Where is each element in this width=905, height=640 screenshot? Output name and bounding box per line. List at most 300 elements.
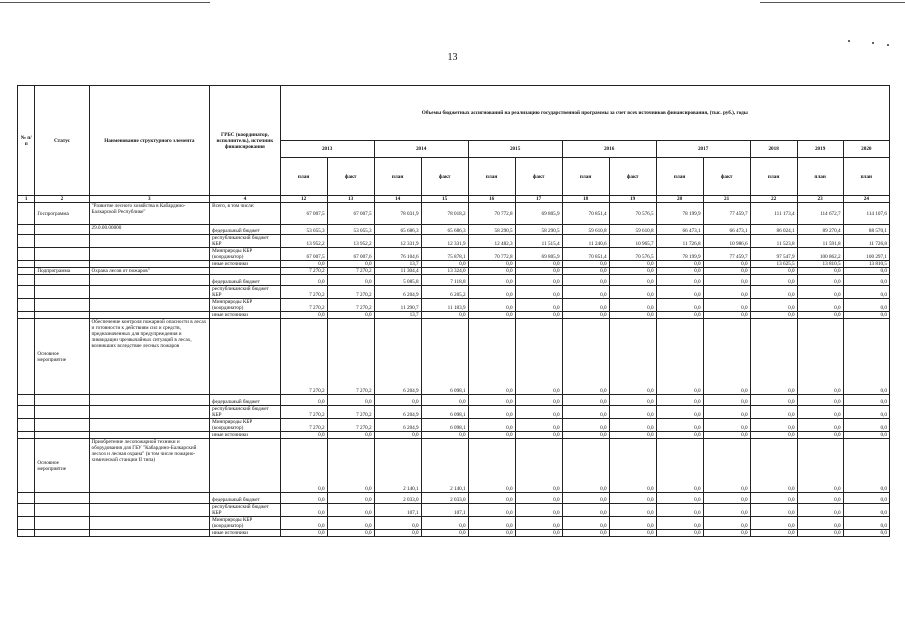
table-row bbox=[18, 319, 890, 395]
value-cell: 0,0 bbox=[609, 261, 656, 268]
value-cell: 0,0 bbox=[468, 395, 515, 406]
value-cell: 11 290,7 bbox=[374, 299, 421, 312]
value-cell: 7 270,2 bbox=[280, 286, 327, 299]
value-cell: 0,0 bbox=[562, 312, 609, 319]
value-cell: 0,0 bbox=[797, 275, 843, 286]
value-cell: 0,0 bbox=[515, 312, 562, 319]
value-cell: 0,0 bbox=[750, 493, 797, 504]
value-cell: 0,0 bbox=[609, 530, 656, 537]
row-number-cell bbox=[18, 406, 35, 419]
row-name-cell bbox=[89, 235, 210, 248]
value-cell: 0,0 bbox=[515, 504, 562, 517]
header-year: 2015 bbox=[468, 141, 562, 158]
table-row bbox=[18, 419, 890, 432]
row-name-cell bbox=[89, 286, 210, 299]
value-cell: 0,0 bbox=[421, 395, 468, 406]
value-cell: 65 686,3 bbox=[374, 225, 421, 235]
column-index: 19 bbox=[609, 196, 656, 203]
value-cell: 97 547,9 bbox=[750, 248, 797, 261]
value-cell: 2 140,1 bbox=[374, 439, 421, 493]
value-cell: 0,0 bbox=[797, 493, 843, 504]
column-index: 13 bbox=[327, 196, 374, 203]
row-name-cell bbox=[89, 406, 210, 419]
value-cell: 0,0 bbox=[515, 517, 562, 530]
value-cell: 6 204,9 bbox=[374, 419, 421, 432]
value-cell: 58 290,5 bbox=[468, 225, 515, 235]
value-cell: 0,0 bbox=[750, 517, 797, 530]
value-cell: 13,7 bbox=[374, 261, 421, 268]
value-cell: 0,0 bbox=[843, 268, 889, 275]
value-cell: 0,0 bbox=[609, 319, 656, 395]
value-cell: 0,0 bbox=[750, 275, 797, 286]
value-cell: 0,0 bbox=[280, 530, 327, 537]
value-cell: 0,0 bbox=[843, 493, 889, 504]
row-name-cell: 29.0.00.00000 bbox=[89, 225, 210, 235]
header-budget: Объемы бюджетных ассигнований на реализацию государственной программы за счет всех источников финансирования, (тыс. руб.), годы bbox=[280, 86, 889, 141]
value-cell: 0,0 bbox=[515, 419, 562, 432]
table-row bbox=[18, 493, 890, 504]
value-cell: 0,0 bbox=[750, 504, 797, 517]
value-cell: 0,0 bbox=[656, 517, 703, 530]
row-source-cell: Минприроды КБР (координатор) bbox=[210, 419, 281, 432]
value-cell: 0,0 bbox=[515, 493, 562, 504]
value-cell: 0,0 bbox=[703, 406, 750, 419]
row-name-cell bbox=[89, 517, 210, 530]
row-source-cell: республиканский бюджет КБР bbox=[210, 286, 281, 299]
value-cell: 0,0 bbox=[797, 395, 843, 406]
value-cell: 0,0 bbox=[515, 395, 562, 406]
row-name-cell: Приобретение лесопожарной техники и оборудования для ГБУ "Кабардино-Балкарский лесхоз и лесная охрана" (в том числе пожарно-химической станции II типа) bbox=[89, 439, 210, 493]
scan-edge-mark bbox=[760, 2, 905, 3]
value-cell: 89 270,4 bbox=[797, 225, 843, 235]
value-cell: 0,0 bbox=[797, 299, 843, 312]
value-cell: 0,0 bbox=[468, 261, 515, 268]
table-row bbox=[18, 517, 890, 530]
header-plan: план bbox=[750, 158, 797, 196]
value-cell: 7 270,2 bbox=[280, 406, 327, 419]
value-cell: 0,0 bbox=[280, 439, 327, 493]
row-source-cell: федеральный бюджет bbox=[210, 225, 281, 235]
value-cell: 0,0 bbox=[750, 319, 797, 395]
row-status-cell bbox=[35, 225, 89, 235]
header-plan: план bbox=[656, 158, 703, 196]
header-year: 2019 bbox=[797, 141, 843, 158]
row-status-cell bbox=[35, 286, 89, 299]
value-cell: 0,0 bbox=[327, 395, 374, 406]
row-source-cell bbox=[210, 439, 281, 493]
value-cell: 53 055,3 bbox=[327, 225, 374, 235]
value-cell: 114 107,6 bbox=[843, 203, 889, 225]
value-cell: 0,0 bbox=[703, 261, 750, 268]
value-cell: 0,0 bbox=[562, 517, 609, 530]
value-cell: 0,0 bbox=[327, 432, 374, 439]
value-cell: 0,0 bbox=[374, 530, 421, 537]
header-fact: факт bbox=[327, 158, 374, 196]
value-cell: 0,0 bbox=[750, 286, 797, 299]
value-cell: 0,0 bbox=[843, 299, 889, 312]
row-status-cell bbox=[35, 530, 89, 537]
value-cell: 6 205,2 bbox=[421, 286, 468, 299]
value-cell: 0,0 bbox=[609, 432, 656, 439]
value-cell: 12 331,9 bbox=[374, 235, 421, 248]
value-cell: 0,0 bbox=[468, 312, 515, 319]
scan-speck bbox=[872, 42, 874, 44]
row-number-cell bbox=[18, 261, 35, 268]
value-cell: 0,0 bbox=[797, 312, 843, 319]
header-plan: план bbox=[280, 158, 327, 196]
value-cell: 12 482,3 bbox=[468, 235, 515, 248]
value-cell: 0,0 bbox=[468, 504, 515, 517]
value-cell: 0,0 bbox=[843, 504, 889, 517]
row-status-cell bbox=[35, 275, 89, 286]
value-cell: 53 055,3 bbox=[280, 225, 327, 235]
row-source-cell: иные источники bbox=[210, 312, 281, 319]
value-cell: 0,0 bbox=[280, 493, 327, 504]
value-cell: 0,0 bbox=[562, 504, 609, 517]
value-cell: 0,0 bbox=[421, 517, 468, 530]
value-cell: 0,0 bbox=[750, 419, 797, 432]
table-row bbox=[18, 275, 890, 286]
value-cell: 0,0 bbox=[797, 268, 843, 275]
column-index: 23 bbox=[797, 196, 843, 203]
row-status-cell: Основное мероприятие bbox=[35, 439, 89, 493]
value-cell: 10 965,7 bbox=[609, 235, 656, 248]
value-cell: 13 952,2 bbox=[327, 235, 374, 248]
value-cell: 0,0 bbox=[327, 504, 374, 517]
value-cell: 0,0 bbox=[609, 299, 656, 312]
row-name-cell bbox=[89, 312, 210, 319]
value-cell: 67 007,6 bbox=[327, 248, 374, 261]
table-row bbox=[18, 225, 890, 235]
value-cell: 0,0 bbox=[280, 504, 327, 517]
value-cell: 0,0 bbox=[843, 432, 889, 439]
row-status-cell bbox=[35, 517, 89, 530]
column-index: 2 bbox=[35, 196, 89, 203]
row-number-cell bbox=[18, 248, 35, 261]
column-index: 15 bbox=[421, 196, 468, 203]
header-grbs: ГРБС (координатор, исполнитель), источник финансирования bbox=[210, 86, 281, 196]
row-status-cell: Госпрограмма bbox=[35, 203, 89, 225]
row-status-cell bbox=[35, 504, 89, 517]
value-cell: 0,0 bbox=[797, 319, 843, 395]
header-fact: факт bbox=[703, 158, 750, 196]
value-cell: 0,0 bbox=[797, 286, 843, 299]
value-cell: 0,0 bbox=[703, 517, 750, 530]
value-cell: 0,0 bbox=[750, 312, 797, 319]
value-cell: 0,0 bbox=[797, 439, 843, 493]
value-cell: 0,0 bbox=[562, 275, 609, 286]
value-cell: 0,0 bbox=[656, 395, 703, 406]
value-cell: 0,0 bbox=[656, 530, 703, 537]
value-cell: 0,0 bbox=[609, 517, 656, 530]
row-source-cell bbox=[210, 319, 281, 395]
value-cell: 0,0 bbox=[843, 312, 889, 319]
table-row bbox=[18, 432, 890, 439]
row-number-cell bbox=[18, 319, 35, 395]
column-index: 16 bbox=[468, 196, 515, 203]
value-cell: 0,0 bbox=[562, 261, 609, 268]
value-cell: 6 098,1 bbox=[421, 406, 468, 419]
value-cell: 0,0 bbox=[797, 517, 843, 530]
header-year: 2014 bbox=[374, 141, 468, 158]
value-cell: 0,0 bbox=[515, 286, 562, 299]
value-cell: 7 270,2 bbox=[280, 419, 327, 432]
table-row bbox=[18, 235, 890, 248]
value-cell: 0,0 bbox=[562, 268, 609, 275]
row-name-cell: "Развитие лесного хозяйства в Кабардино-Балкарской Республике" bbox=[89, 203, 210, 225]
value-cell: 6 098,1 bbox=[421, 319, 468, 395]
value-cell: 0,0 bbox=[703, 319, 750, 395]
row-name-cell bbox=[89, 432, 210, 439]
value-cell: 66 473,1 bbox=[703, 225, 750, 235]
value-cell: 0,0 bbox=[656, 439, 703, 493]
value-cell: 77 459,7 bbox=[703, 248, 750, 261]
value-cell: 0,0 bbox=[374, 432, 421, 439]
value-cell: 0,0 bbox=[843, 439, 889, 493]
value-cell: 0,0 bbox=[656, 493, 703, 504]
value-cell: 0,0 bbox=[797, 432, 843, 439]
row-status-cell bbox=[35, 248, 89, 261]
row-status-cell bbox=[35, 406, 89, 419]
row-source-cell: иные источники bbox=[210, 530, 281, 537]
value-cell: 100 862,2 bbox=[797, 248, 843, 261]
row-source-cell: иные источники bbox=[210, 261, 281, 268]
row-status-cell bbox=[35, 312, 89, 319]
row-number-cell bbox=[18, 432, 35, 439]
value-cell: 7 270,2 bbox=[280, 268, 327, 275]
row-name-cell: Обеспечение контроля пожарной опасности в лесах и готовности к действиям сил и средств, предназначенных для предупреждения и ликвидации чрезвычайных ситуаций в лесах, возникших вследствие лесных пожаров bbox=[89, 319, 210, 395]
value-cell: 7 270,2 bbox=[327, 286, 374, 299]
value-cell: 0,0 bbox=[327, 261, 374, 268]
value-cell: 2 140,1 bbox=[421, 439, 468, 493]
row-source-cell: республиканский бюджет КБР bbox=[210, 235, 281, 248]
value-cell: 0,0 bbox=[609, 493, 656, 504]
value-cell: 0,0 bbox=[468, 517, 515, 530]
value-cell: 0,0 bbox=[468, 432, 515, 439]
table-row bbox=[18, 248, 890, 261]
value-cell: 0,0 bbox=[750, 439, 797, 493]
value-cell: 7 270,2 bbox=[280, 299, 327, 312]
column-index: 1 bbox=[18, 196, 35, 203]
column-index: 20 bbox=[656, 196, 703, 203]
header-status: Статус bbox=[35, 86, 89, 196]
value-cell: 6 204,9 bbox=[374, 319, 421, 395]
value-cell: 78 199,9 bbox=[656, 248, 703, 261]
header-year: 2020 bbox=[843, 141, 889, 158]
scan-speck bbox=[848, 40, 850, 42]
column-index: 24 bbox=[843, 196, 889, 203]
value-cell: 0,0 bbox=[609, 419, 656, 432]
row-name-cell bbox=[89, 493, 210, 504]
value-cell: 0,0 bbox=[843, 530, 889, 537]
value-cell: 0,0 bbox=[609, 286, 656, 299]
row-source-cell: иные источники bbox=[210, 432, 281, 439]
row-name-cell bbox=[89, 395, 210, 406]
value-cell: 0,0 bbox=[656, 419, 703, 432]
value-cell: 0,0 bbox=[562, 395, 609, 406]
table-row bbox=[18, 439, 890, 493]
row-status-cell bbox=[35, 493, 89, 504]
row-number-cell bbox=[18, 275, 35, 286]
header-plan: план bbox=[374, 158, 421, 196]
value-cell: 11 726,8 bbox=[843, 235, 889, 248]
value-cell: 66 473,1 bbox=[656, 225, 703, 235]
header-fact: факт bbox=[609, 158, 656, 196]
value-cell: 69 805,9 bbox=[515, 248, 562, 261]
value-cell: 0,0 bbox=[703, 286, 750, 299]
value-cell: 0,0 bbox=[703, 275, 750, 286]
row-name-cell bbox=[89, 275, 210, 286]
value-cell: 13 952,2 bbox=[280, 235, 327, 248]
value-cell: 6 098,1 bbox=[421, 419, 468, 432]
value-cell: 86 024,1 bbox=[750, 225, 797, 235]
value-cell: 0,0 bbox=[656, 268, 703, 275]
value-cell: 0,0 bbox=[327, 275, 374, 286]
value-cell: 0,0 bbox=[656, 504, 703, 517]
value-cell: 0,0 bbox=[703, 395, 750, 406]
value-cell: 67 007,5 bbox=[280, 248, 327, 261]
value-cell: 0,0 bbox=[515, 299, 562, 312]
value-cell: 0,0 bbox=[609, 439, 656, 493]
value-cell: 13 810,5 bbox=[797, 261, 843, 268]
value-cell: 0,0 bbox=[327, 530, 374, 537]
row-status-cell bbox=[35, 432, 89, 439]
value-cell: 0,0 bbox=[280, 275, 327, 286]
value-cell: 59 610,8 bbox=[562, 225, 609, 235]
value-cell: 13,7 bbox=[374, 312, 421, 319]
value-cell: 0,0 bbox=[515, 319, 562, 395]
scan-edge-mark bbox=[0, 2, 210, 3]
value-cell: 67 007,5 bbox=[327, 203, 374, 225]
value-cell: 0,0 bbox=[280, 432, 327, 439]
value-cell: 0,0 bbox=[703, 299, 750, 312]
value-cell: 0,0 bbox=[843, 419, 889, 432]
row-number-cell bbox=[18, 225, 35, 235]
value-cell: 0,0 bbox=[843, 406, 889, 419]
value-cell: 0,0 bbox=[843, 286, 889, 299]
table-row bbox=[18, 261, 890, 268]
value-cell: 70 772,8 bbox=[468, 203, 515, 225]
value-cell: 0,0 bbox=[797, 406, 843, 419]
value-cell: 0,0 bbox=[515, 275, 562, 286]
value-cell: 0,0 bbox=[421, 432, 468, 439]
value-cell: 0,0 bbox=[468, 268, 515, 275]
value-cell: 6 204,9 bbox=[374, 406, 421, 419]
row-status-cell: Основное мероприятие bbox=[35, 319, 89, 395]
row-status-cell bbox=[35, 419, 89, 432]
value-cell: 7 270,2 bbox=[327, 319, 374, 395]
value-cell: 0,0 bbox=[750, 299, 797, 312]
table-row bbox=[18, 395, 890, 406]
row-status-cell bbox=[35, 299, 89, 312]
row-name-cell bbox=[89, 261, 210, 268]
value-cell: 0,0 bbox=[327, 312, 374, 319]
value-cell: 0,0 bbox=[656, 406, 703, 419]
header-fact: факт bbox=[515, 158, 562, 196]
row-number-cell bbox=[18, 268, 35, 275]
value-cell: 0,0 bbox=[515, 530, 562, 537]
value-cell: 0,0 bbox=[374, 395, 421, 406]
value-cell: 0,0 bbox=[703, 419, 750, 432]
table-row bbox=[18, 504, 890, 517]
value-cell: 0,0 bbox=[703, 493, 750, 504]
value-cell: 0,0 bbox=[562, 406, 609, 419]
column-index: 21 bbox=[703, 196, 750, 203]
row-status-cell bbox=[35, 261, 89, 268]
value-cell: 67 007,5 bbox=[280, 203, 327, 225]
value-cell: 7 270,2 bbox=[327, 268, 374, 275]
value-cell: 2 033,0 bbox=[374, 493, 421, 504]
row-name-cell bbox=[89, 248, 210, 261]
value-cell: 7 270,2 bbox=[327, 299, 374, 312]
value-cell: 5 085,8 bbox=[374, 275, 421, 286]
value-cell: 0,0 bbox=[703, 439, 750, 493]
row-source-cell: федеральный бюджет bbox=[210, 275, 281, 286]
value-cell: 13 324,0 bbox=[421, 268, 468, 275]
value-cell: 65 686,3 bbox=[421, 225, 468, 235]
value-cell: 0,0 bbox=[327, 517, 374, 530]
value-cell: 0,0 bbox=[750, 530, 797, 537]
value-cell: 59 610,8 bbox=[609, 225, 656, 235]
value-cell: 0,0 bbox=[703, 312, 750, 319]
value-cell: 13 625,5 bbox=[750, 261, 797, 268]
column-index: 17 bbox=[515, 196, 562, 203]
value-cell: 11 240,6 bbox=[562, 235, 609, 248]
value-cell: 11 304,4 bbox=[374, 268, 421, 275]
row-name-cell bbox=[89, 299, 210, 312]
value-cell: 0,0 bbox=[280, 395, 327, 406]
value-cell: 0,0 bbox=[562, 286, 609, 299]
value-cell: 107,1 bbox=[421, 504, 468, 517]
value-cell: 0,0 bbox=[468, 275, 515, 286]
value-cell: 7 270,2 bbox=[280, 319, 327, 395]
value-cell: 0,0 bbox=[421, 261, 468, 268]
value-cell: 77 459,7 bbox=[703, 203, 750, 225]
row-status-cell bbox=[35, 235, 89, 248]
value-cell: 7 270,2 bbox=[327, 406, 374, 419]
value-cell: 0,0 bbox=[468, 419, 515, 432]
value-cell: 0,0 bbox=[656, 275, 703, 286]
table-row bbox=[18, 530, 890, 537]
value-cell: 11 591,8 bbox=[797, 235, 843, 248]
value-cell: 0,0 bbox=[703, 530, 750, 537]
header-fact: факт bbox=[421, 158, 468, 196]
row-number-cell bbox=[18, 203, 35, 225]
row-source-cell: республиканский бюджет КБР bbox=[210, 406, 281, 419]
budget-table bbox=[17, 85, 890, 537]
row-source-cell: Минприроды КБР (координатор) bbox=[210, 517, 281, 530]
value-cell: 0,0 bbox=[703, 432, 750, 439]
row-number-cell bbox=[18, 419, 35, 432]
value-cell: 0,0 bbox=[750, 406, 797, 419]
value-cell: 0,0 bbox=[515, 268, 562, 275]
value-cell: 0,0 bbox=[750, 268, 797, 275]
value-cell: 2 033,0 bbox=[421, 493, 468, 504]
value-cell: 0,0 bbox=[609, 406, 656, 419]
value-cell: 11 523,8 bbox=[750, 235, 797, 248]
value-cell: 0,0 bbox=[515, 406, 562, 419]
value-cell: 0,0 bbox=[562, 432, 609, 439]
value-cell: 0,0 bbox=[562, 439, 609, 493]
value-cell: 0,0 bbox=[468, 530, 515, 537]
value-cell: 69 805,9 bbox=[515, 203, 562, 225]
header-year: 2013 bbox=[280, 141, 374, 158]
value-cell: 0,0 bbox=[843, 395, 889, 406]
value-cell: 0,0 bbox=[750, 432, 797, 439]
value-cell: 0,0 bbox=[515, 261, 562, 268]
value-cell: 11 726,8 bbox=[656, 235, 703, 248]
table-row bbox=[18, 312, 890, 319]
